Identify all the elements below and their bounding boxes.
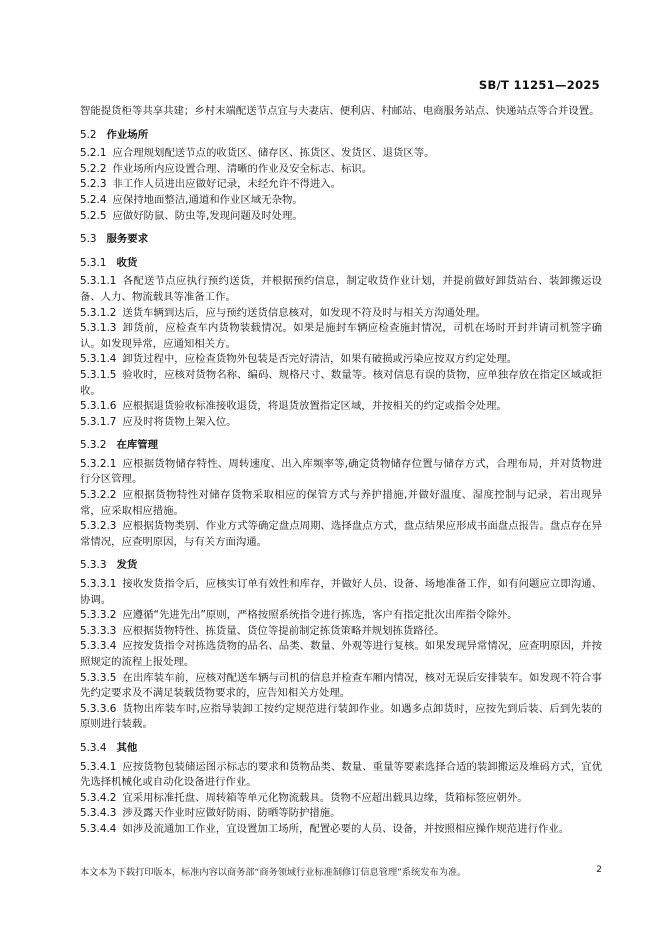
clause-list-5-3-2 (80, 457, 602, 551)
clause-item (80, 146, 602, 162)
clause-number: 5.2.4 (80, 193, 107, 206)
subsection-title: 在库管理 (116, 439, 159, 452)
clause-number: 5.2.2 (80, 162, 107, 175)
clause-number: 5.2.5 (80, 209, 107, 222)
subsection-heading-5-3-4 (80, 741, 602, 757)
clause-item (80, 791, 602, 807)
clause-number: 5.3.2.2 (80, 489, 117, 502)
page-footer (80, 864, 602, 878)
clause-text: 涉及露天作业时应做好防雨、防晒等防护措施。 (122, 807, 341, 820)
clause-text: 应根据货物储存特性、周转速度、出入库频率等,确定货物储存位置与储存方式，合理布局，并对货物进行分区管理。 (80, 457, 602, 486)
clause-text: 在出库装车前，应核对配送车辆与司机的信息并检查车厢内情况，核对无误后安排装车。如发现不符合事先约定要求及不满足装载货物要求的，应告知相关方处理。 (80, 671, 602, 700)
clause-item (80, 415, 602, 431)
clause-text: 如涉及流通加工作业，宜设置加工场所，配置必要的人员、设备，并按照相应操作规范进行作业。 (122, 822, 570, 835)
clause-item (80, 671, 602, 702)
subsection-number: 5.3.1 (80, 256, 107, 269)
clause-list-5-2 (80, 146, 602, 224)
clause-number: 5.3.3.4 (80, 640, 117, 653)
clause-item (80, 760, 602, 791)
clause-text: 作业场所内应设置合理、清晰的作业及安全标志、标识。 (112, 162, 373, 175)
section-heading-5-3 (80, 232, 602, 248)
clause-number: 5.3.3.5 (80, 671, 117, 684)
clause-item (80, 624, 602, 640)
clause-text: 送货车辆到达后，应与预约送货信息核对，如发现不符及时与相关方沟通处理。 (122, 306, 487, 319)
subsection-heading-5-3-1 (80, 256, 602, 272)
clause-item (80, 639, 602, 670)
standard-code: SB/T 11251—2025 (478, 78, 600, 92)
clause-text: 接收发货指令后，应核实订单有效性和库存，并做好人员、设备、场地准备工作，如有问题应立即沟通、协调。 (80, 578, 602, 606)
clause-number: 5.3.1.1 (80, 275, 117, 288)
clause-item (80, 608, 602, 624)
clause-text: 各配送节点应执行预约送货，并根据预约信息，制定收货作业计划，并提前做好卸货站台、装卸搬运设备、人力、物流载具等准备工作。 (80, 275, 602, 303)
subsection-heading-5-3-2 (80, 438, 602, 454)
subsection-title: 其他 (116, 741, 138, 754)
section-number: 5.2 (80, 128, 97, 141)
clause-number: 5.3.1.7 (80, 415, 117, 428)
clause-item (80, 577, 602, 608)
clause-item (80, 177, 602, 193)
clause-item (80, 162, 602, 178)
clause-item (80, 399, 602, 415)
clause-item (80, 822, 602, 838)
clause-text: 卸货前，应检查车内货物装载情况。如果是施封车辆应检查施封情况，司机在场时开封并请司机签字确认。如发现异常，应通知相关方。 (80, 322, 602, 350)
clause-item (80, 806, 602, 822)
clause-number: 5.3.4.2 (80, 791, 117, 804)
subsection-title: 收货 (116, 256, 138, 269)
clause-number: 5.3.3.2 (80, 609, 117, 622)
clause-text: 应遵循“先进先出”原则，严格按照系统指令进行拣选，客户有指定批次出库指令除外。 (122, 609, 518, 622)
clause-number: 5.3.4.4 (80, 822, 117, 835)
footer-note: 本文本为下载打印版本，标准内容以商务部“商务领域行业标准制修订信息管理”系统发布为准。 (80, 867, 467, 878)
clause-text: 卸货过程中，应检查货物外包装是否完好清洁，如果有破损或污染应按双方约定处理。 (122, 353, 518, 366)
section-number: 5.3 (80, 233, 97, 246)
clause-number: 5.3.2.1 (80, 457, 117, 470)
clause-number: 5.3.1.5 (80, 368, 117, 381)
clause-number: 5.3.3.6 (80, 702, 117, 715)
clause-item (80, 519, 602, 550)
clause-list-5-3-1 (80, 274, 602, 430)
clause-item (80, 368, 602, 399)
clause-text: 应根据货物类别、作业方式等确定盘点周期、选择盘点方式，盘点结果应形成书面盘点报告。盘点存在异常情况，应查明原因，与有关方面沟通。 (80, 520, 602, 548)
clause-number: 5.3.4.3 (80, 807, 117, 820)
clause-item (80, 457, 602, 488)
clause-text: 应根据货物特性对储存货物采取相应的保管方式与养护措施,并做好温度、湿度控制与记录，若出现异常，应采取相应措施。 (80, 489, 602, 517)
page-number: 2 (596, 864, 602, 875)
clause-text: 应做好防鼠、防虫等,发现问题及时处理。 (112, 209, 303, 222)
clause-item (80, 306, 602, 322)
clause-text: 验收时，应核对货物名称、编码、规格尺寸、数量等。核对信息有误的货物，应单独存放在指定区域或拒收。 (80, 368, 602, 397)
clause-list-5-3-3 (80, 577, 602, 733)
clause-text: 应按货物包装储运图示标志的要求和货物品类、数量、重量等要素选择合适的装卸搬运及堆码方式，宜优先选择机械化或自动化设备进行作业。 (80, 760, 602, 789)
document-body (80, 104, 602, 838)
clause-item (80, 488, 602, 519)
clause-number: 5.3.2.3 (80, 520, 117, 533)
clause-number: 5.2.3 (80, 178, 107, 191)
clause-text: 应按发货指令对拣选货物的品名、品类、数量、外观等进行复核。如果发现异常情况，应查明原因，并按照规定的流程上报处理。 (80, 640, 602, 668)
clause-item (80, 702, 602, 733)
intro-paragraph: 智能提货柜等共享共建；乡村末端配送节点宜与夫妻店、便利店、村邮站、电商服务站点、快递站点等合并设置。 (80, 105, 600, 117)
clause-text: 应及时将货物上架入位。 (122, 415, 237, 428)
clause-item (80, 193, 602, 209)
clause-number: 5.3.1.4 (80, 353, 117, 366)
subsection-number: 5.3.3 (80, 559, 107, 572)
clause-number: 5.3.1.3 (80, 322, 117, 335)
clause-number: 5.3.3.3 (80, 624, 117, 637)
clause-text: 应保持地面整洁,通道和作业区域无杂物。 (112, 193, 303, 206)
clause-text: 货物出库装车时,应指导装卸工按约定规范进行装卸作业。如遇多点卸货时，应按先到后装、后到先装的原则进行装载。 (80, 702, 602, 731)
clause-number: 5.3.1.2 (80, 306, 117, 319)
clause-text: 应合理规划配送节点的收货区、储存区、拣货区、发货区、退货区等。 (112, 147, 435, 160)
section-heading-5-2 (80, 128, 602, 144)
clause-text: 应根据货物特性、拣货量、货位等提前制定拣货策略并规划拣货路径。 (122, 624, 445, 637)
clause-number: 5.3.1.6 (80, 400, 117, 413)
subsection-title: 发货 (116, 559, 138, 572)
clause-number: 5.2.1 (80, 147, 107, 160)
clause-text: 宜采用标准托盘、周转箱等单元化物流载具。货物不应超出载具边缘，货箱标签应朝外。 (122, 791, 528, 804)
clause-list-5-3-4 (80, 760, 602, 838)
clause-text: 应根据退货验收标准接收退货，将退货放置指定区域，并按相关的约定或指令处理。 (122, 400, 507, 413)
clause-item (80, 321, 602, 352)
subsection-number: 5.3.4 (80, 741, 107, 754)
clause-text: 非工作人员进出应做好记录，未经允许不得进入。 (112, 178, 342, 191)
clause-item (80, 209, 602, 225)
subsection-number: 5.3.2 (80, 439, 107, 452)
section-title: 作业场所 (106, 128, 149, 141)
clause-number: 5.3.3.1 (80, 578, 117, 591)
clause-item (80, 274, 602, 305)
clause-number: 5.3.4.1 (80, 760, 117, 773)
subsection-heading-5-3-3 (80, 558, 602, 574)
section-title: 服务要求 (106, 233, 149, 246)
clause-item (80, 352, 602, 368)
